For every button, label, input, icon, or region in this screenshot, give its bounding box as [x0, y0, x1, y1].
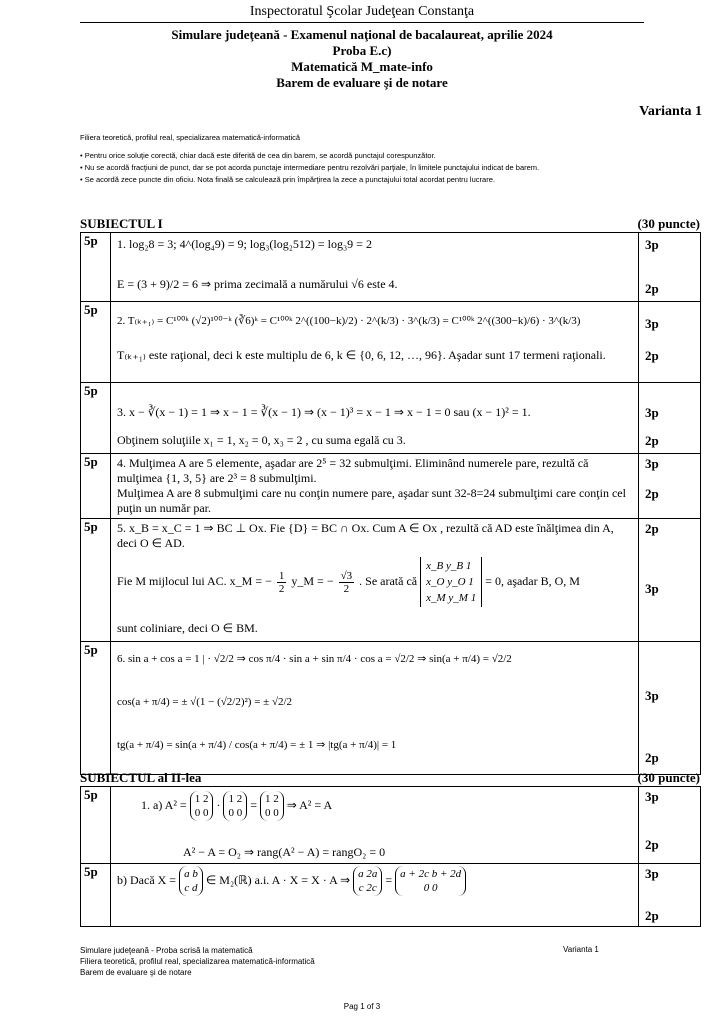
item3-score-b: 2p [645, 433, 659, 448]
matrix-row: 0 0 [264, 807, 279, 819]
rule-bullet-1: • Pentru orice soluţie corectă, chiar dacă este diferită de cea din barem, se acordă punctajul corespunzător. [80, 151, 436, 160]
item-points: 5p [81, 233, 111, 302]
item5-text-c: . Se arată că [359, 573, 418, 588]
item1-score-a: 3p [645, 237, 659, 252]
institution-name: Inspectoratul Şcolar Judeţean Constanţa [249, 4, 475, 19]
item-points: 5p [81, 642, 111, 775]
matrix-row: 0 0 [423, 882, 438, 894]
table-row [81, 864, 701, 927]
s2-item2-line1: b) Dacă X = a b c d ∈ M₂(ℝ) a.i. A · X = X · A ⇒ a 2a c 2c = a + 2c b + 2d 0 0 [117, 866, 466, 896]
s2-text-b: ∈ M₂(ℝ) a.i. A · X = X · A ⇒ [205, 872, 351, 887]
item3-line2: Obţinem soluţiile x₁ = 1, x₂ = 0, x₃ = 2 , cu suma egală cu 3. [117, 433, 406, 447]
rule-bullet-2: • Nu se acordă fracţiuni de punct, dar se pot acorda punctaje intermediare pentru rezolvări parţiale, în limitele punctajului indicat de barem. [80, 163, 540, 172]
rule-bullet-3: • Se acordă zece puncte din oficiu. Nota finală se calculează prin împărţirea la zece a punctajului total acordat pentru lucrare. [80, 175, 495, 184]
table-row [81, 519, 701, 642]
footer-left [80, 945, 315, 978]
s2-item1-score-a: 3p [645, 789, 659, 804]
table-row [81, 642, 701, 775]
matrix-row: 0 0 [194, 807, 209, 819]
matrix-row: c 2c [358, 882, 377, 894]
item5-text-b: y_M = − [291, 573, 334, 588]
matrix [190, 791, 214, 821]
subject2-title: SUBIECTUL al II-lea [80, 770, 202, 785]
matrix-row: c d [184, 882, 198, 894]
s2-item2-score-a: 3p [645, 866, 659, 881]
subject1-points: (30 puncte) [637, 216, 700, 231]
item2-line1: 2. T₍ₖ₊₁₎ = C¹⁰⁰ᵏ (√2)¹⁰⁰⁻ᵏ (∛6)ᵏ = C¹⁰⁰ᵏ 2^((100−k)/2) · 2^(k/3) · 3^(k/3) = C¹⁰⁰ᵏ 2^((300−k)/6) · 3^(k/3) [117, 315, 581, 327]
matrix-row: a b [184, 868, 198, 880]
matrix [260, 791, 284, 821]
s2-text-b: ⇒ A² = A [286, 797, 333, 812]
item2-score-a: 3p [645, 316, 659, 331]
s2-text-a: 1. a) A² = [141, 797, 187, 812]
matrix [179, 866, 203, 896]
item6-line1: 6. sin a + cos a = 1 | · √2/2 ⇒ cos π/4 · sin a + sin π/4 · cos a = √2/2 ⇒ sin(a + π/4) = √2/2 [117, 653, 512, 665]
item4-score-a: 3p [645, 456, 659, 471]
fraction [339, 570, 355, 595]
table-row [81, 454, 701, 519]
item-points: 5p [81, 302, 111, 383]
profile-text: Filiera teoretică, profilul real, specializarea matematică-informatică [80, 133, 301, 142]
s2-item2-score-b: 2p [645, 908, 659, 923]
item6-line2: cos(a + π/4) = ± √(1 − (√2/2)²) = ± √2/2 [117, 696, 293, 708]
item4-score-b: 2p [645, 486, 659, 501]
det-row: x_M y_M 1 [426, 592, 477, 604]
item3-score-a: 3p [645, 405, 659, 420]
matrix-row: 0 0 [228, 807, 243, 819]
fraction-num: 1 [278, 569, 285, 582]
det-row: x_O y_O 1 [426, 576, 474, 588]
item4-line1: 4. Mulţimea A are 5 elemente, aşadar are 2⁵ = 32 submulţimi. Eliminând numerele pare, rezultă că mulţimea {1, 3, 5} are 2³ = 8 submulţimi. [117, 456, 589, 485]
determinant [420, 557, 482, 607]
exam-subject: Matematică M_mate-info [291, 59, 433, 74]
subject2-heading [80, 770, 700, 786]
item-points: 5p [81, 383, 111, 454]
matrix [353, 866, 382, 896]
fraction-den: 2 [278, 582, 285, 595]
item5-score-b: 3p [645, 581, 659, 596]
item2-line2: T₍ₖ₊₁₎ este raţional, deci k este multiplu de 6, k ∈ {0, 6, 12, …, 96}. Aşadar sunt 17 termeni raţionali. [117, 348, 606, 362]
item2-score-b: 2p [645, 348, 659, 363]
item-points: 5p [81, 864, 111, 927]
exam-title: Simulare judeţeană - Examenul naţional de bacalaureat, aprilie 2024 [171, 27, 553, 42]
item5-line1: 5. x_B = x_C = 1 ⇒ BC ⊥ Ox. Fie {D} = BC ∩ Ox. Cum A ∈ Ox , rezultă că AD este înălţimea din A, deci O ∈ AD. [117, 521, 614, 550]
table-row [81, 787, 701, 864]
item5-score-a: 2p [645, 521, 659, 536]
matrix-row: a 2a [358, 868, 378, 880]
item5-line2 [117, 557, 580, 607]
det-row: x_B y_B 1 [426, 560, 472, 572]
item6-line3: tg(a + π/4) = sin(a + π/4) / cos(a + π/4) = ± 1 ⇒ |tg(a + π/4)| = 1 [117, 739, 397, 751]
item5-text-a: Fie M mijlocul lui AC. x_M = − [117, 573, 272, 588]
table-row [81, 383, 701, 454]
s2-item1-score-b: 2p [645, 837, 659, 852]
footer-line: Barem de evaluare şi de notare [80, 968, 192, 977]
item1-line2: E = (3 + 9)/2 = 6 ⇒ prima zecimală a numărului √6 este 4. [117, 277, 398, 291]
footer-line: Simulare judeţeană - Proba scrisă la matematică [80, 946, 253, 955]
item3-line1: 3. x − ∛(x − 1) = 1 ⇒ x − 1 = ∛(x − 1) ⇒ (x − 1)³ = x − 1 ⇒ x − 1 = 0 sau (x − 1)² = 1. [117, 405, 531, 419]
s2-text-a: b) Dacă X = [117, 872, 177, 887]
table-row [81, 233, 701, 302]
header-rule [80, 22, 644, 23]
item-points: 5p [81, 519, 111, 642]
matrix [395, 866, 466, 896]
item1-score-b: 2p [645, 281, 659, 296]
fraction-num: √3 [340, 569, 353, 582]
matrix [223, 791, 247, 821]
matrix-row: a + 2c b + 2d [400, 868, 462, 880]
item6-score-b: 2p [645, 750, 659, 765]
variant-label: Varianta 1 [639, 104, 702, 119]
footer-line: Filiera teoretică, profilul real, specializarea matematică-informatică [80, 957, 315, 966]
matrix-row: 1 2 [194, 793, 209, 805]
item5-text-d: = 0, aşadar B, O, M [485, 573, 580, 588]
page-number: Pag 1 of 3 [343, 1002, 381, 1011]
item-points: 5p [81, 787, 111, 864]
subject1-heading [80, 216, 700, 232]
intro-block [80, 132, 680, 186]
footer-variant: Varianta 1 [563, 945, 599, 954]
subject2-table [80, 786, 701, 927]
matrix-row: 1 2 [228, 793, 243, 805]
fraction [277, 570, 287, 595]
item6-score-a: 3p [645, 688, 659, 703]
item4-line2: Mulţimea A are 8 submulţimi care nu conţin numere pare, aşadar sunt 32-8=24 submulţimi care conţin cel puţin un număr par. [117, 486, 626, 515]
s2-item1-line1: 1. a) A² = 1 2 0 0 · 1 2 0 0 = 1 2 0 0 ⇒ A² = A [141, 793, 333, 819]
matrix-row: 1 2 [264, 793, 279, 805]
exam-proba: Proba E.c) [332, 43, 392, 58]
fraction-den: 2 [343, 582, 350, 595]
exam-barem: Barem de evaluare şi de notare [276, 75, 448, 90]
item1-line1: 1. log₂8 = 3; 4^(log₄9) = 9; log₃(log₂512) = log₃9 = 2 [117, 237, 372, 251]
s2-item1-line2: A² − A = O₂ ⇒ rang(A² − A) = rangO₂ = 0 [183, 845, 386, 859]
table-row [81, 302, 701, 383]
item-points: 5p [81, 454, 111, 519]
item5-line3: sunt coliniare, deci O ∈ BM. [117, 621, 258, 635]
subject1-title: SUBIECTUL I [80, 216, 163, 231]
subject1-table [80, 232, 701, 775]
subject2-points: (30 puncte) [637, 770, 700, 785]
